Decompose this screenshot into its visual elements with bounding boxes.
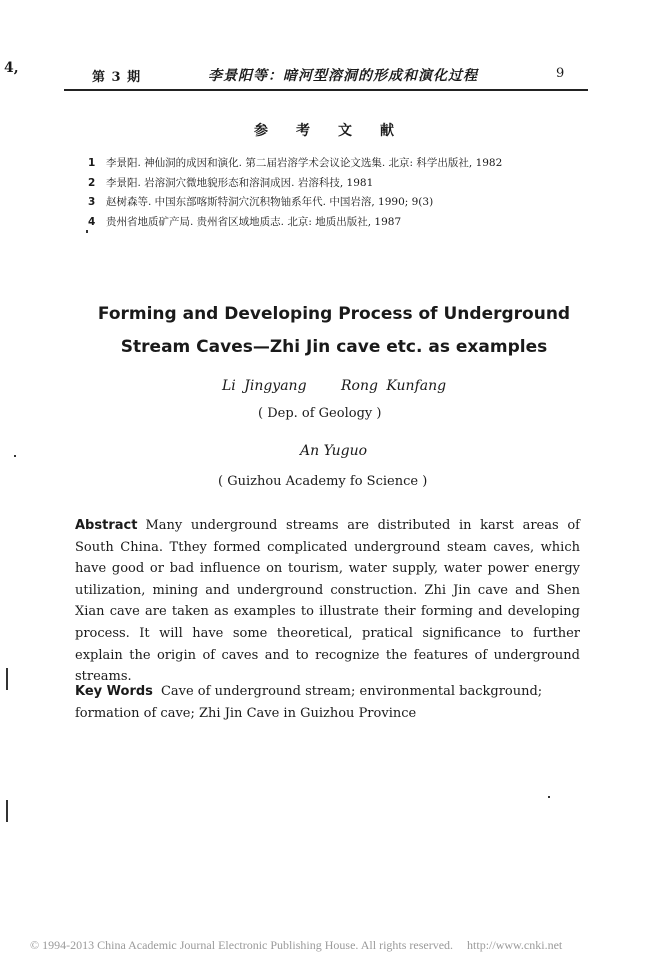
reference-item (88, 193, 502, 213)
edge-mark: 4, (4, 60, 19, 76)
keywords-paragraph (75, 681, 580, 724)
issue-number: 第 3 期 (92, 70, 142, 85)
copyright-footer (30, 938, 668, 953)
reference-item (88, 213, 502, 233)
reference-number: 1 (88, 157, 96, 169)
page-number: 9 (556, 66, 565, 81)
footer-url: http://www.cnki.net (467, 938, 563, 952)
reference-text: 李景阳. 岩溶洞穴微地貌形态和溶洞成因. 岩溶科技, 1981 (106, 176, 374, 189)
affiliation-geology: ( Dep. of Geology ) (258, 406, 382, 421)
running-title: 李景阳等：暗河型溶洞的形成和演化过程 (208, 68, 478, 84)
reference-item (88, 154, 502, 174)
reference-text: 贵州省地质矿产局. 贵州省区域地质志. 北京: 地质出版社, 1987 (106, 215, 402, 228)
header-rule (64, 89, 588, 91)
english-title-line-1: Forming and Developing Process of Underground (97, 304, 571, 324)
reference-text: 李景阳. 神仙洞的成因和演化. 第二届岩溶学术会议论文选集. 北京: 科学出版社, 1982 (106, 157, 503, 169)
keywords-text: Cave of underground stream; environmental background; formation of cave; Zhi Jin Cave in Guizhou Province (75, 684, 543, 721)
copyright-text: © 1994-2013 China Academic Journal Electronic Publishing House. All rights reserved. (30, 938, 454, 952)
reference-number: 2 (88, 176, 96, 189)
abstract-label: Abstract (75, 518, 138, 533)
references-list (88, 154, 502, 232)
author-rong-kunfang: Rong Kunfang (340, 378, 447, 394)
scan-artifact (86, 230, 88, 233)
affiliation-guizhou-academy: ( Guizhou Academy fo Science ) (218, 474, 428, 489)
reference-text: 赵树森等. 中国东部喀斯特洞穴沉积物铀系年代. 中国岩溶, 1990; 9(3) (106, 196, 434, 208)
keywords-label: Key Words (75, 684, 153, 699)
english-title-line-2: Stream Caves—Zhi Jin cave etc. as examples (120, 337, 548, 357)
reference-number: 4 (88, 215, 96, 228)
author-an-yuguo: An Yuguo (300, 443, 368, 459)
scan-artifact (14, 455, 16, 457)
abstract-paragraph (75, 515, 580, 688)
authors-line (222, 378, 446, 394)
references-title: 参考文献 (254, 123, 422, 139)
reference-number: 3 (88, 196, 96, 208)
scan-artifact (548, 796, 550, 798)
scan-artifact (6, 668, 8, 690)
author-li-jingyang: Li Jingyang (222, 378, 307, 394)
scan-artifact (6, 800, 8, 822)
abstract-text: Many underground streams are distributed in karst areas of South China. Tthey formed complicated underground steam caves, which have good or bad influence on tourism, water supply, water power energy utilization, mining and underground construction. Zhi Jin cave and Shen Xian cave are taken as examples to illustrate their forming and developing process. It will have some theoretical, pratical significance to further explain the origin of caves and to recognize the features of underground streams. (75, 518, 580, 685)
reference-item (88, 174, 502, 194)
